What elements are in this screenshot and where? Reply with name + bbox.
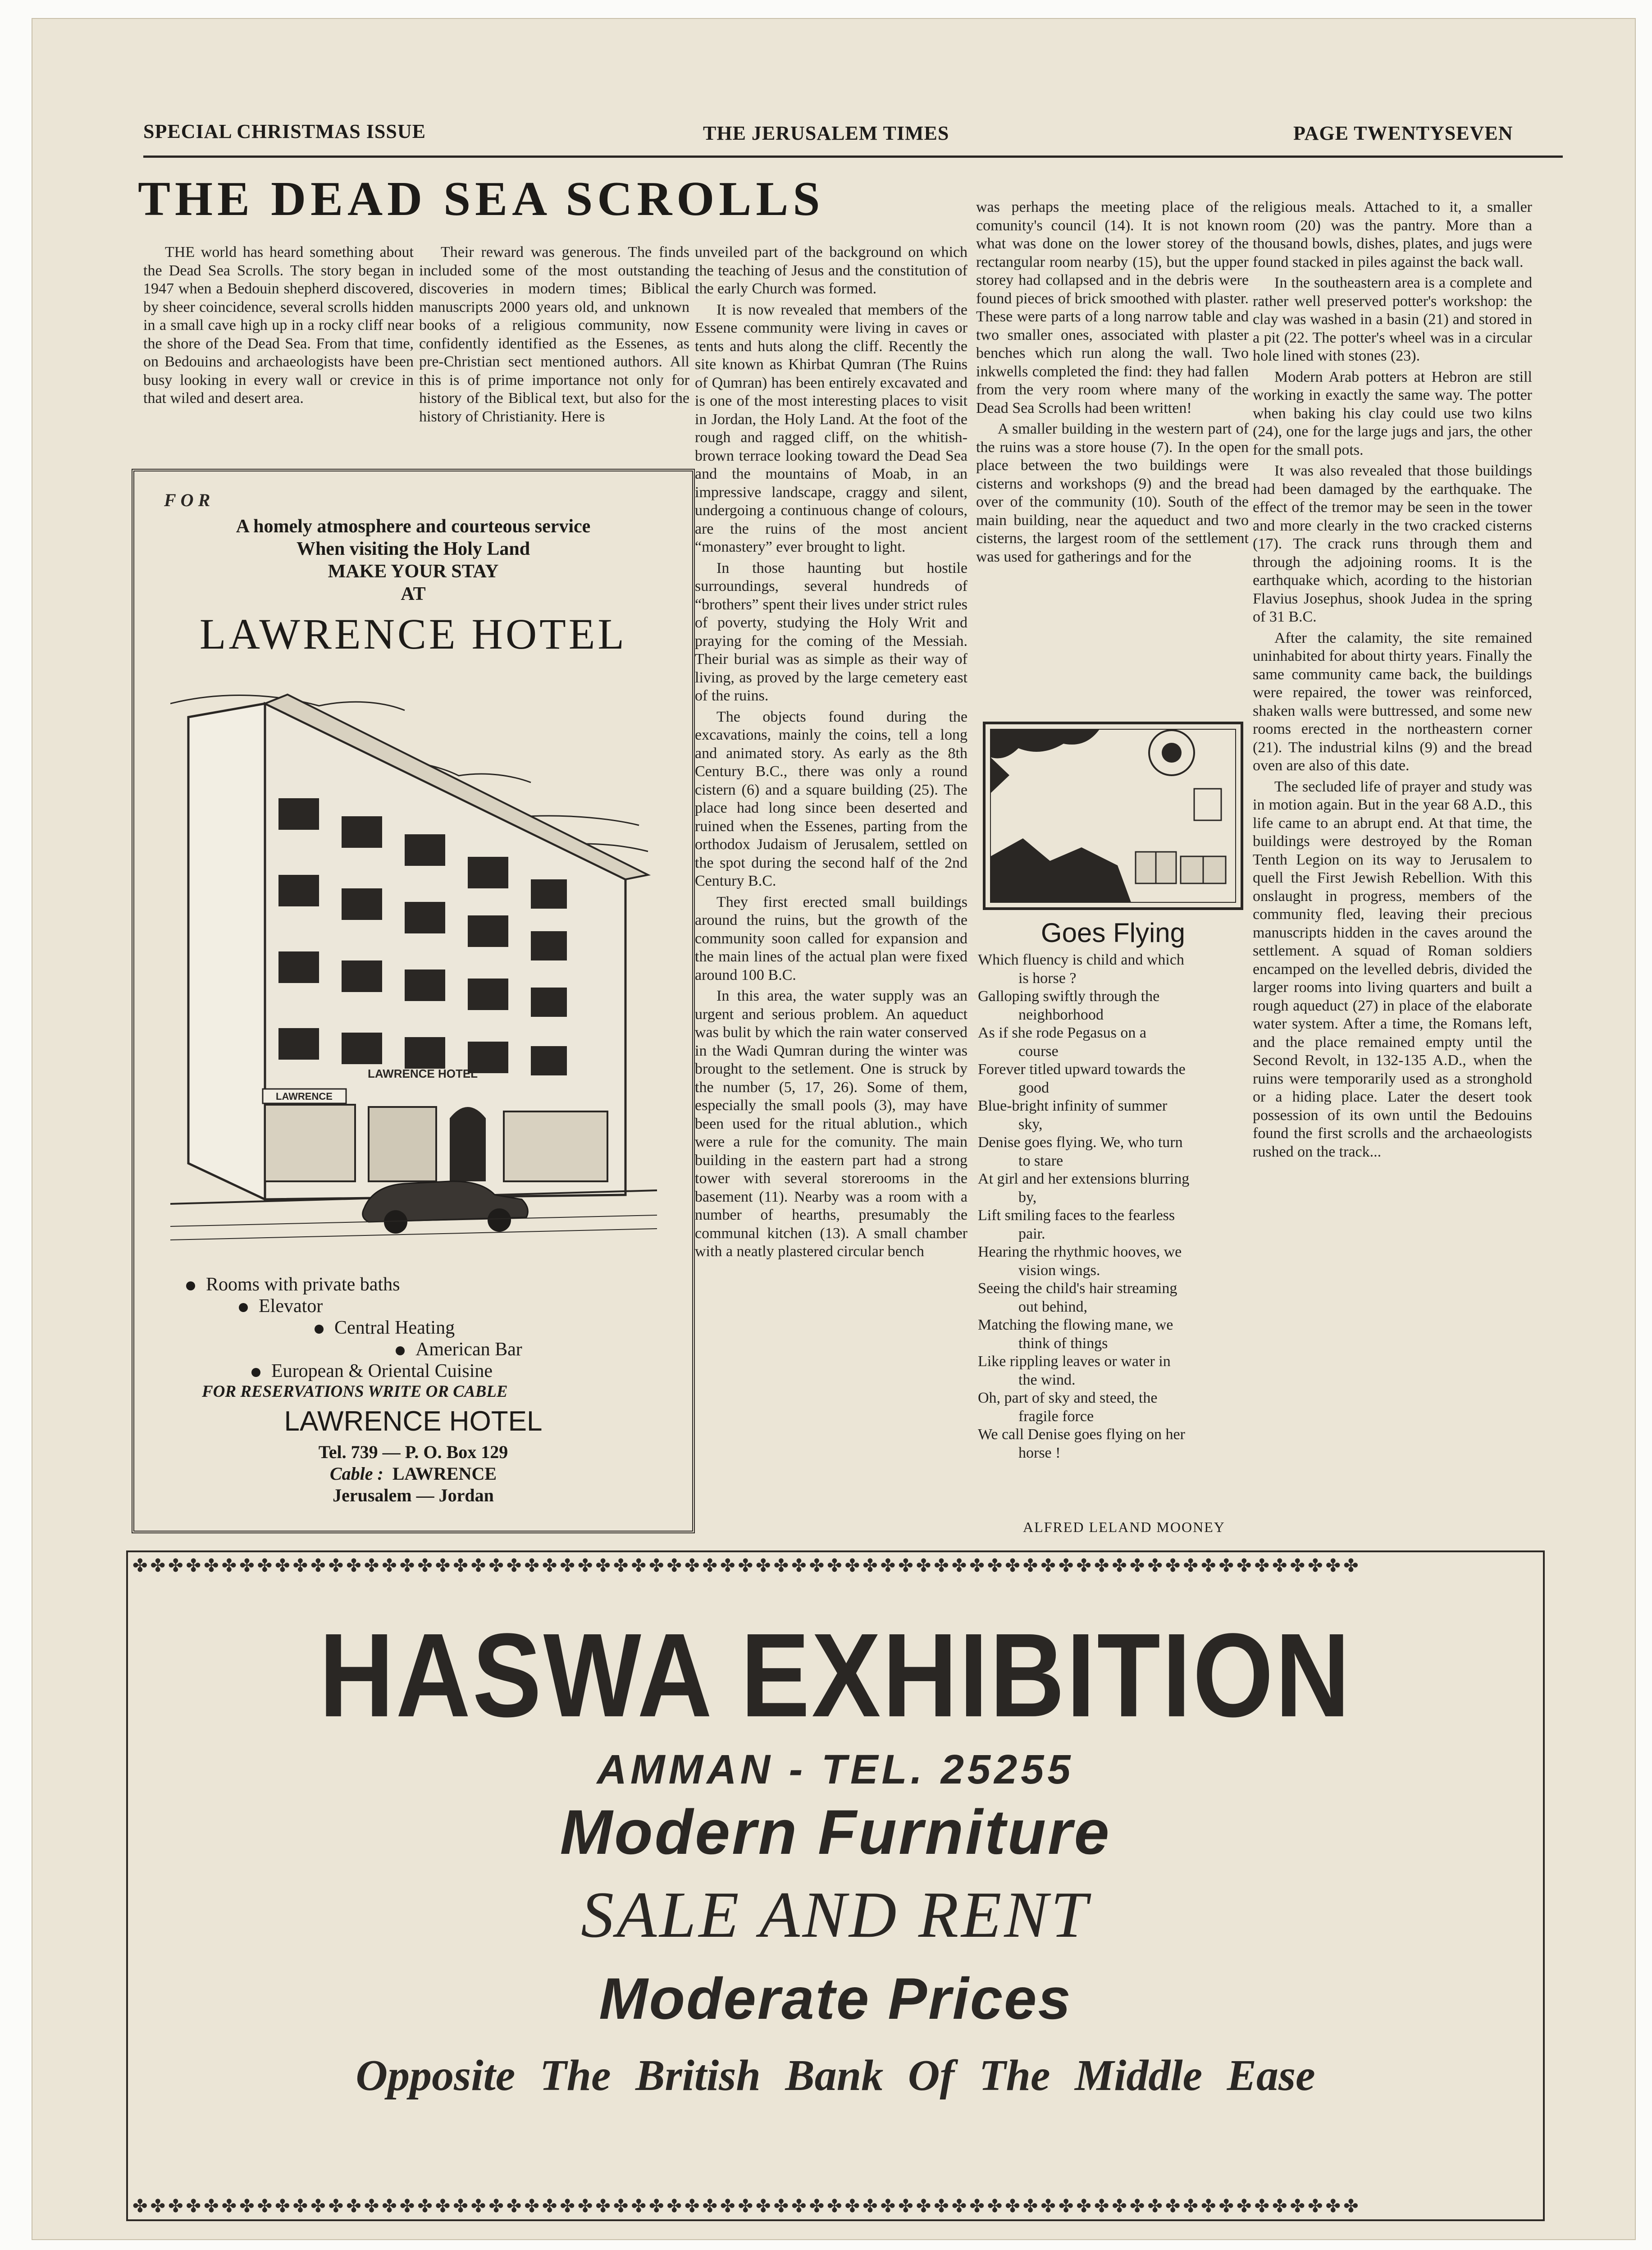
article-paragraph: In the southeastern area is a complete and rather well preserved potter's workshop: the clay was washed in a basin (21) and stored in a pit (22. The potter's wheel was in a circular hole lined with stones (23). [1253,274,1532,364]
article-paragraph: THE world has heard something about the Dead Sea Scrolls. The story began in 1947 when a Bedouin shepherd discovered, by sheer coincidence, several scrolls hidden in a small cave high up in a rocky cliff near the shore of the Dead Sea. From that time, on Bedouins and archaeologists have been busy looking in every wall or crevice in that wiled and desert area. [143,244,414,407]
ad-hotel-name: LAWRENCE HOTEL [199,610,627,658]
poem-line: pair. [1018,1225,1045,1242]
article-column-5 [1253,198,1532,1164]
article-paragraph: In this area, the water supply was an urgent and serious problem. An aqueduct was bulit by which the rain water conserved in the Wadi Qumran during the winter was brought to the setlement. One is struck by the number (5, 17, 26). Some of them, especially the small pools (3), may have been used for the ritual ablution., which were a rule for the comunity. The main building in the eastern part had a strong tower with several storerooms in the basement (11). Nearby was a room with a number of hearths, presumably the communal kitchen (13). A small chamber with a neatly plastered circular bench [695,988,967,1260]
reservations-line: FOR RESERVATIONS WRITE OR CABLE [202,1382,508,1401]
feature-item: Rooms with private baths [186,1274,400,1295]
article-paragraph: They first erected small buildings around the ruins, but the growth of the community soon called for expansion and the main lines of the actual plan were fixed around 100 B.C. [695,893,967,983]
article-title: THE DEAD SEA SCROLLS [138,172,825,226]
ad-hotel-name-2: LAWRENCE HOTEL [284,1406,543,1437]
feature-item: Elevator [239,1295,323,1317]
poem-line: Blue-bright infinity of summer [978,1098,1168,1114]
ad-location: Jerusalem — Jordan [333,1485,494,1505]
poem-line: the wind. [1018,1371,1076,1388]
article-paragraph: Modern Arab potters at Hebron are still working in exactly the same way. The potter when baking his clay could use two kilns (24), one for the large jugs and jars, the other for the small pots. [1253,368,1532,458]
shop-sign: LAWRENCE [276,1091,333,1102]
hotel-building-illustration [170,686,657,1271]
header-left: SPECIAL CHRISTMAS ISSUE [143,120,426,142]
poem-line: vision wings. [1018,1262,1100,1279]
header-center: THE JERUSALEM TIMES [703,122,949,144]
article-paragraph: Their reward was generous. The finds included some of the most outstanding discoveries in modern times; Biblical manuscripts 2000 years old, and unknown books of a religious community, now confidently identified as the Essenes, as pre-Christian sect mentioned authors. All this is of prime importance not only for history of the Biblical text, but also for the history of Christianity. Here is [419,244,689,425]
ad-cable: Cable : LAWRENCE [329,1463,497,1484]
article-column-2 [419,243,689,429]
article-paragraph: was perhaps the meeting place of the comunity's council (14). It is not known what was done on the lower storey of the rectangular room nearby (15), but the upper storey had collapsed and in the debris were found pieces of brick smoothed with plaster. These were parts of a long narrow table and two smaller ones, associated with plaster benches which run along the wall. Two inkwells completed the find: they had fallen from the very room where many of the Dead Sea Scrolls had been written! [976,199,1249,416]
header-right: PAGE TWENTYSEVEN [1293,122,1513,144]
poem-line: At girl and her extensions blurring [978,1171,1190,1187]
article-column-1 [143,243,414,411]
christmas-illustration [982,721,1244,910]
ornament-border-bottom: ✤✤✤✤✤✤✤✤✤✤✤✤✤✤✤✤✤✤✤✤✤✤✤✤✤✤✤✤✤✤✤✤✤✤✤✤✤✤✤✤✤✤✤✤✤✤✤✤✤✤✤✤✤✤✤✤✤✤✤✤✤✤✤✤✤✤✤✤✤ [132,2196,1361,2216]
poem-line: to stare [1018,1152,1063,1169]
ad-tagline-3: MAKE YOUR STAY [328,561,499,582]
article-paragraph: It was also revealed that those buildings had been damaged by the earthquake. The effect of the tremor may be seen in the tower and more clearly in the two cracked cisterns (17). The crack runs through them and through the adjoining rooms. It is the earthquake which, acording to the historian Flavius Josephus, shook Judea in the spring of 31 B.C. [1253,462,1532,625]
ornament-border-top: ✤✤✤✤✤✤✤✤✤✤✤✤✤✤✤✤✤✤✤✤✤✤✤✤✤✤✤✤✤✤✤✤✤✤✤✤✤✤✤✤✤✤✤✤✤✤✤✤✤✤✤✤✤✤✤✤✤✤✤✤✤✤✤✤✤✤✤✤✤ [132,1555,1361,1576]
lawrence-hotel-ad [132,469,695,1533]
haswa-title: HASWA EXHIBITION [319,1608,1352,1742]
haswa-address: Opposite The British Bank Of The Middle Ease [356,2051,1315,2100]
poem-line: fragile force [1018,1408,1094,1425]
feature-item: American Bar [396,1339,522,1360]
haswa-phone: AMMAN - TEL. 25255 [597,1747,1074,1793]
poem-line: neighborhood [1018,1006,1104,1023]
article-paragraph: It is now revealed that members of the Essene community were living in caves or tents and huts along the cliff. Recently the site known as Khirbat Qumran (The Ruins of Qumran) has been entirely excavated and is one of the most interesting places to visit in Jordan, the Holy Land. At the foot of the rough and ragged cliff, on the whitish-brown terrace looking toward the Dead Sea and the mountains of Moab, in an impressive landscape, craggy and silent, undergoing a continuous change of colours, are the ruins of the most ancient “monastery” ever brought to light. [695,301,967,555]
haswa-sale-rent: SALE AND RENT [581,1878,1090,1951]
article-paragraph: In those haunting but hostile surroundings, several hundreds of “brothers” spent their lives under strict rules of poverty, studying the Holy Writ and praying for the coming of the Messiah. Their burial was as simple as their way of living, as proved by the large cemetery east of the ruins. [695,559,967,704]
poem-line: Forever titled upward towards the [978,1061,1186,1078]
article-paragraph: A smaller building in the western part of the ruins was a store house (7). In the open place between the two buildings were cisterns and workshops (9) and the bread over of the community (10). South of the main building, near the aqueduct and two cisterns, the largest room of the settlement was used for gatherings and for the [976,421,1249,565]
article-paragraph: unveiled part of the background on which the teaching of Jesus and the constitution of the early Church was formed. [695,244,967,297]
poem-line: Which fluency is child and which [978,951,1184,968]
article-paragraph: The objects found during the excavations, mainly the coins, tell a long and animated story. As early as the 8th Century B.C., there was only a round cistern (6) and a square building (25). The place had long since been deserted and ruined when the Essenes, parting from the orthodox Judaism of Jerusalem, settled on the spot during the second half of the 2nd Century B.C. [695,708,967,889]
article-paragraph: After the calamity, the site remained uninhabited for about thirty years. Finally the same community came back, the buildings were repaired, the tower was reinforced, shaken walls were buttressed, and some new rooms erected in the northeastern corner (21). The industrial kilns (9) and the bread oven are also of this date. [1253,629,1532,774]
header-rule [143,155,1563,158]
poem-line: horse ! [1018,1444,1061,1461]
feature-item: Central Heating [315,1317,455,1339]
poem-line: out behind, [1018,1298,1087,1315]
poem-title: Goes Flying [1040,918,1186,948]
poem-line: by, [1018,1189,1037,1206]
poem-body [978,951,1246,1462]
haswa-exhibition-ad [126,1550,1545,2221]
poem-line: Lift smiling faces to the fearless [978,1207,1175,1224]
article-column-4 [976,198,1249,569]
poem-line: Matching the flowing mane, we [978,1317,1173,1333]
article-paragraph: The secluded life of prayer and study was in motion again. But in the year 68 A.D., this life came to an abrupt end. At that time, the buildings were destroyed by the Roman Tenth Legion on its way to Jerusalem to quell the First Jewish Rebellion. With this onslaught in progress, members of the community fled, leaving their precious manuscripts hidden in the caves around the settlement. A squad of Roman soldiers encamped on the levelled debris, divided the larger rooms into living quarters and built a rough aqueduct (27) in place of the elaborate water system. After a time, the Romans left, and the place remained empty until the Second Revolt, in 132-135 A.D., when the ruins were temporarily used as a stronghold or a hiding place. Later the desert took possession of its own until the Bedouins found the first scrolls and the archaeologists rushed on the track... [1253,778,1532,1160]
poem-line: think of things [1018,1335,1108,1352]
hotel-sign: LAWRENCE HOTEL [367,1067,478,1080]
poem-line: Seeing the child's hair streaming [978,1280,1177,1297]
article-column-3 [695,243,967,1264]
poem-author: ALFRED LELAND MOONEY [1023,1519,1225,1535]
poem-line: Oh, part of sky and steed, the [978,1390,1158,1406]
ad-tagline: A homely atmosphere and courteous service [236,516,591,537]
article-paragraph: religious meals. Attached to it, a smaller room (20) was the pantry. More than a thousand bowls, dishes, plates, and jugs were found stacked in piles against the back wall. [1253,199,1532,270]
poem-line: sky, [1018,1116,1043,1133]
haswa-prices: Moderate Prices [599,1966,1072,2031]
ad-telephone: Tel. 739 — P. O. Box 129 [318,1442,508,1462]
poem-line: is horse ? [1018,970,1077,987]
poem-line: Denise goes flying. We, who turn [978,1134,1183,1151]
poem-line: Like rippling leaves or water in [978,1353,1171,1370]
ad-tagline-2: When visiting the Holy Land [296,539,530,559]
poem-line: As if she rode Pegasus on a [978,1024,1146,1041]
poem-line: Hearing the rhythmic hooves, we [978,1244,1182,1260]
ad-for-label: FOR [164,490,215,510]
newspaper-page [32,18,1636,2240]
feature-item: European & Oriental Cuisine [251,1360,493,1382]
ad-tagline-4: AT [401,584,426,604]
poem-line: Galloping swiftly through the [978,988,1160,1005]
haswa-furniture: Modern Furniture [560,1797,1111,1867]
poem-line: We call Denise goes flying on her [978,1426,1185,1443]
poem-line: course [1018,1043,1059,1060]
poem-line: good [1018,1079,1049,1096]
